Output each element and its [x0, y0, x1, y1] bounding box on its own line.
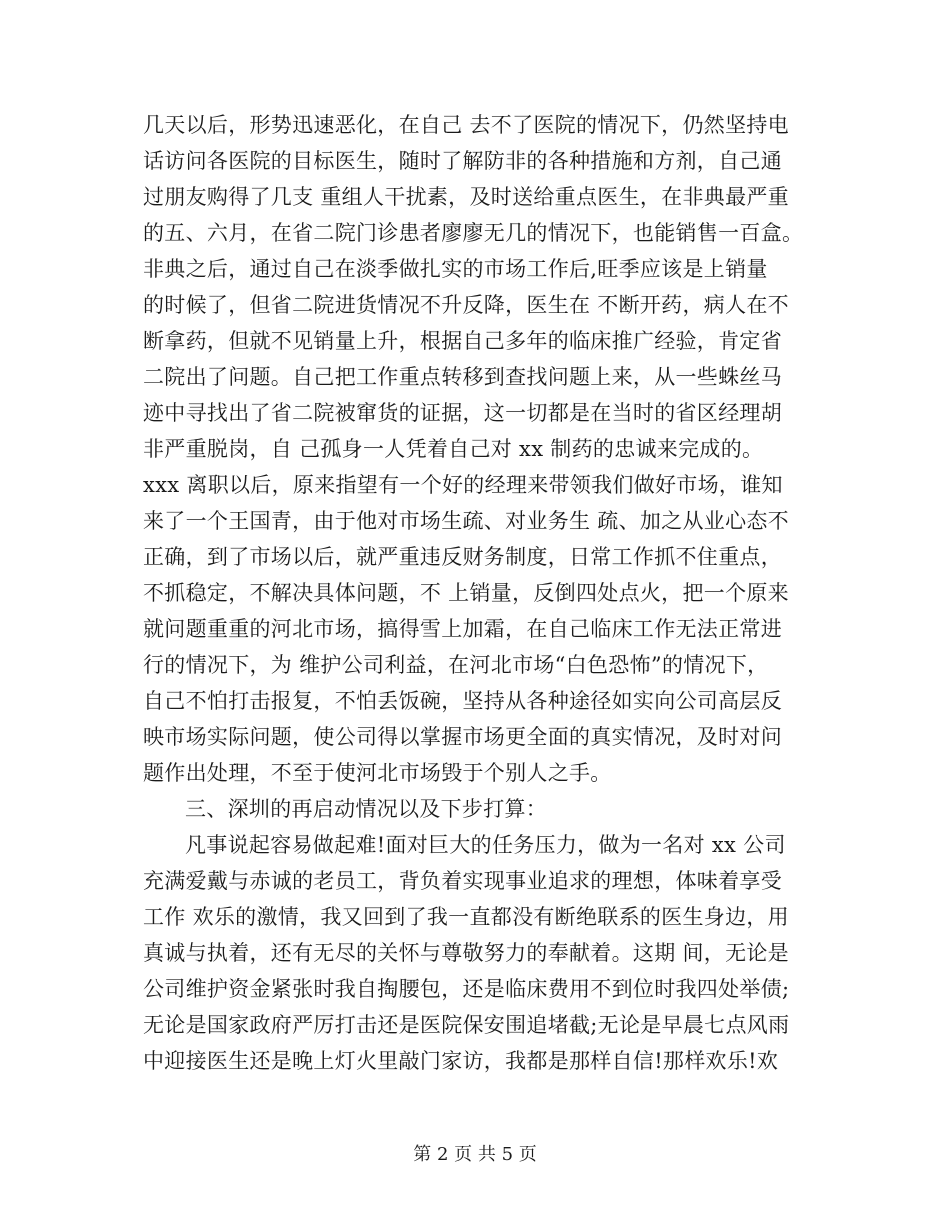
- text-line: 充满爱戴与赤诚的老员工，背负着实现事业追求的理想，体味着享受: [143, 869, 782, 893]
- text-line: 不抓稳定，不解决具体问题，不 上销量，反倒四处点火，把一个原来: [143, 581, 789, 605]
- text-line: 自己不怕打击报复，不怕丢饭碗，坚持从各种途径如实向公司高层反: [143, 689, 782, 713]
- text-line: 行的情况下，为 维护公司利益，在河北市场“白色恐怖”的情况下，: [143, 653, 769, 677]
- text-line: 几天以后，形势迅速恶化，在自己 去不了医院的情况下，仍然坚持电: [143, 113, 789, 137]
- text-line: 中迎接医生还是晚上灯火里敲门家访，我都是那样自信!那样欢乐!欢: [143, 1049, 779, 1073]
- text-line: 断拿药，但就不见销量上升，根据自己多年的临床推广经验，肯定省: [143, 329, 782, 353]
- text-line: 二院出了问题。自己把工作重点转移到查找问题上来，从一些蛛丝马: [143, 365, 782, 389]
- text-line: 非严重脱岗，自 己孤身一人凭着自己对 xx 制药的忠诚来完成的。: [143, 437, 764, 461]
- text-line: 的时候了，但省二院进货情况不升反降，医生在 不断开药，病人在不: [143, 293, 789, 317]
- text-line: 公司维护资金紧张时我自掏腰包，还是临床费用不到位时我四处举债;: [143, 977, 790, 1001]
- text-line: 真诚与执着，还有无尽的关怀与尊敬努力的奉献着。这期 间，无论是: [143, 941, 789, 965]
- text-line: 非典之后，通过自己在淡季做扎实的市场工作后,旺季应该是上销量: [143, 257, 768, 281]
- text-line: 来了一个王国青，由于他对市场生疏、对业务生 疏、加之从业心态不: [143, 509, 789, 533]
- text-line: 的五、六月，在省二院门诊患者廖廖无几的情况下，也能销售一百盒。: [143, 221, 804, 245]
- text-line: 题作出处理，不至于使河北市场毁于个别人之手。: [143, 761, 612, 785]
- text-line: 迹中寻找出了省二院被窜货的证据，这一切都是在当时的省区经理胡: [143, 401, 782, 425]
- text-line: 话访问各医院的目标医生，随时了解防非的各种措施和方剂，自己通: [143, 149, 782, 173]
- text-line: 过朋友购得了几支 重组人干扰素，及时送给重点医生，在非典最严重: [143, 185, 789, 209]
- text-line: xxx 离职以后，原来指望有一个好的经理来带领我们做好市场，谁知: [143, 473, 783, 497]
- section-heading: 三、深圳的再启动情况以及下步打算：: [185, 797, 548, 821]
- text-line: 映市场实际问题，使公司得以掌握市场更全面的真实情况，及时对问: [143, 725, 782, 749]
- page-number-footer: 第 2 页 共 5 页: [413, 1144, 537, 1165]
- text-line: 就问题重重的河北市场，搞得雪上加霜，在自己临床工作无法正常进: [143, 617, 782, 641]
- text-line: 正确，到了市场以后，就严重违反财务制度，日常工作抓不住重点，: [143, 545, 782, 569]
- text-line: 工作 欢乐的激情，我又回到了我一直都没有断绝联系的医生身边，用: [143, 905, 789, 929]
- text-line: 无论是国家政府严厉打击还是医院保安围追堵截;无论是早晨七点风雨: [143, 1013, 790, 1037]
- text-line: 凡事说起容易做起难!面对巨大的任务压力，做为一名对 xx 公司: [185, 833, 786, 857]
